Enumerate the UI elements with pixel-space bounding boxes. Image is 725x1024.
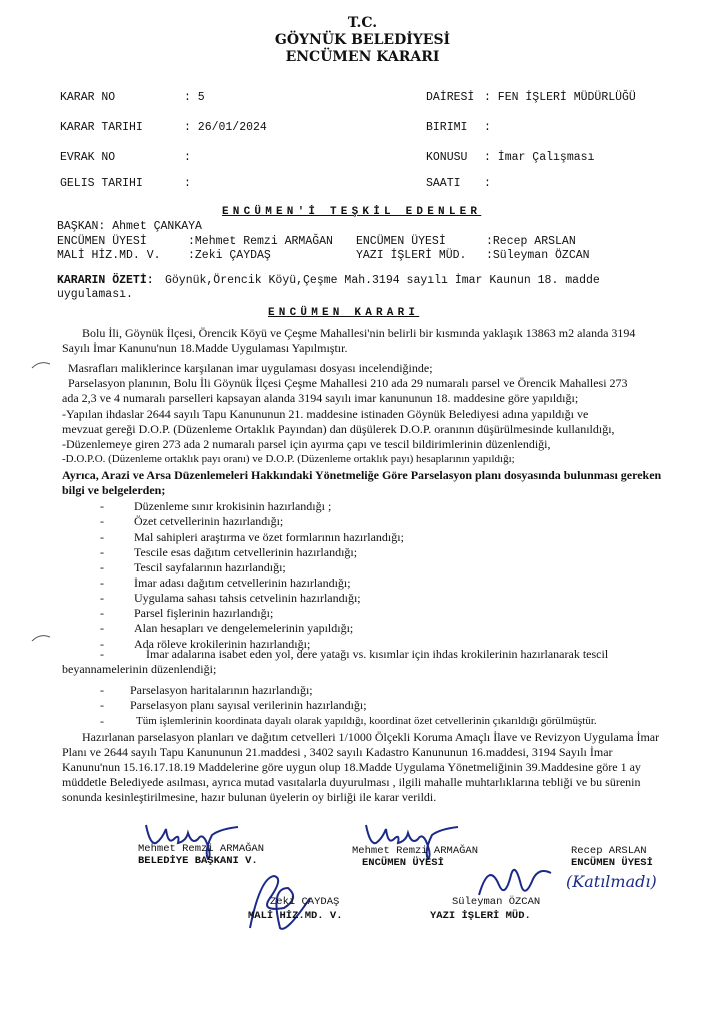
list-item-dash: -	[100, 636, 104, 651]
teskil-row1-left-label: ENCÜMEN ÜYESİ	[57, 235, 147, 248]
teskil-row1-left-value: :Mehmet Remzi ARMAĞAN	[188, 235, 333, 248]
final-line2: Planı ve 2644 sayılı Tapu Kanununun 21.maddesi , 3402 sayılı Kadastro Kanununun 16.maddesi, 3194 Sayılı İmar	[62, 745, 613, 759]
birimi-label: BIRIMI	[426, 121, 468, 134]
dairesi-value: : FEN İŞLERİ MÜDÜRLÜĞÜ	[484, 91, 636, 104]
list-item: Ada röleve krokilerinin hazırlandığı;	[134, 636, 311, 651]
list-item-dash: -	[100, 529, 104, 544]
ozet-line1: Göynük,Örencik Köyü,Çeşme Mah.3194 sayılı İmar Kaunun 18. madde	[165, 274, 600, 287]
list-item-dash: -	[100, 544, 104, 559]
list-item: Parselasyon haritalarının hazırlandığı;	[130, 683, 313, 697]
p2: Masrafları maliklerince karşılanan imar uygulaması dosyası incelendiğinde;	[68, 361, 433, 375]
list-item-dash: -	[100, 514, 104, 529]
sig1-title: BELEDİYE BAŞKANI V.	[138, 855, 258, 867]
p4-line1: -Yapılan ihdaslar 2644 sayılı Tapu Kanununun 21. maddesine istinaden Göynük Belediyesi adına yapıldığı ve	[62, 407, 589, 421]
sig1-name: Mehmet Remzi ARMAĞAN	[138, 843, 265, 855]
karar-tarihi-label: KARAR TARIHI	[60, 121, 143, 134]
karar-no-value: : 5	[184, 91, 205, 104]
p1-line1: Bolu İli, Göynük İlçesi, Örencik Köyü ve Çeşme Mahallesi'nin belirli bir kısmında yaklaşık 13863 m2 alanda 3194	[82, 326, 636, 340]
konusu-label: KONUSU	[426, 151, 468, 164]
gelis-tarihi-label: GELIS TARIHI	[60, 177, 143, 190]
list-item-dash: -	[100, 606, 104, 621]
sig5-name: Süleyman ÖZCAN	[452, 896, 541, 908]
item-long-line2: beyannamelerinin düzenlendiği;	[62, 662, 217, 676]
list-item: Uygulama sahası tahsis cetvelinin hazırlandığı;	[134, 590, 361, 605]
p5: -Düzenlemeye giren 273 ada 2 numaralı parsel için ayırma çapı ve tescil bildirimlerinin düzenlendiği,	[62, 437, 551, 451]
baskan-line: BAŞKAN: Ahmet ÇANKAYA	[57, 220, 202, 233]
sig3-title: ENCÜMEN ÜYESİ	[571, 857, 653, 869]
teskil-row2-left-value: :Zeki ÇAYDAŞ	[188, 249, 271, 262]
list-item: Mal sahipleri araştırma ve özet formlarının hazırlandığı;	[134, 529, 404, 544]
margin-mark-2	[30, 633, 52, 643]
list-item: Alan hesapları ve dengelemelerinin yapıldığı;	[134, 621, 354, 636]
konusu-value: : İmar Çalışması	[484, 151, 595, 164]
p7-line2: bilgi ve belgelerden;	[62, 483, 166, 497]
list-item: Parsel fişlerinin hazırlandığı;	[134, 606, 274, 621]
list-item-dash: -	[100, 575, 104, 590]
dairesi-label: DAİRESİ	[426, 91, 475, 104]
list-item-dash: -	[100, 590, 104, 605]
karar-no-label: KARAR NO	[60, 91, 116, 104]
teskil-row1-right-value: :Recep ARSLAN	[486, 235, 576, 248]
p1-line2: Sayılı İmar Kanunu'nun 18.Madde Uygulaması Yapılmıştır.	[62, 341, 348, 355]
final-line5: sonunda kesinleştirilmesine, hazır bulunan üyelerin oy birliği ile karar verildi.	[62, 790, 437, 804]
sig4-title: MALİ HİZ.MD. V.	[248, 910, 343, 922]
p3-line1: Parselasyon planının, Bolu İli Göynük İlçesi Çeşme Mahallesi 210 ada 29 numaralı parsel ve Örencik Mahallesi 273	[68, 376, 628, 390]
final-line1: Hazırlanan parselasyon planları ve dağıtım cetvelleri 1/1000 Ölçekli Koruma Amaçlı İlave ve Revizyon Uygulama İmar	[82, 730, 660, 744]
teskil-title: ENCÜMEN'İ TEŞKİL EDENLER	[222, 206, 482, 218]
birimi-value: :	[484, 121, 491, 134]
sig4-name: Zeki ÇAYDAŞ	[270, 896, 340, 908]
list-item-dash: -	[100, 499, 104, 513]
list-item-dash: -	[100, 713, 104, 728]
list-item: Tüm işlemlerinin koordinata dayalı olarak yapıldığı, koordinat özet cetvellerinin çıkarıldığı görülmüştür.	[136, 714, 597, 727]
list-item-dash: -	[100, 621, 104, 636]
final-line4: müddetle Belediyede asılması, ayrıca mutad vasıtalarla duyurulması , ilgili mahalle muhtarlıklarına tebliği ve bu sürenin	[62, 775, 641, 789]
teskil-row2-left-label: MALİ HİZ.MD. V.	[57, 249, 161, 262]
header-belediye: GÖYNÜK BELEDİYESİ	[274, 32, 451, 48]
list-item-dash: -	[100, 683, 104, 697]
p6: -D.O.P.O. (Düzenleme ortaklık payı oranı) ve D.O.P. (Düzenleme ortaklık payı) hesaplarının yapıldığı;	[62, 453, 515, 465]
evrak-no-label: EVRAK NO	[60, 151, 116, 164]
header-encumen-karari: ENCÜMEN KARARI	[285, 49, 440, 65]
list-item: Parselasyon planı sayısal verilerinin hazırlandığı;	[130, 698, 367, 713]
list-item: İmar adası dağıtım cetvellerinin hazırlandığı;	[134, 575, 351, 590]
sig3-katilmadi-note: (Katılmadı)	[566, 872, 657, 891]
list-item: Düzenleme sınır krokisinin hazırlandığı ;	[134, 499, 332, 513]
item-long-line1: İmar adalarına isabet eden yol, dere yatağı vs. kısımlar için ihdas krokilerinin hazırlanarak tescil	[146, 647, 609, 661]
sig2-title: ENCÜMEN ÜYESİ	[362, 857, 444, 869]
sig3-name: Recep ARSLAN	[571, 845, 647, 857]
sig5-title: YAZI İŞLERİ MÜD.	[430, 910, 531, 922]
p7-line1: Ayrıca, Arazi ve Arsa Düzenlemeleri Hakkındaki Yönetmeliğe Göre Parselasyon planı dosyasında bulunması gereken	[62, 468, 662, 482]
karar-title: ENCÜMEN KARARI	[268, 307, 420, 319]
karar-tarihi-value: : 26/01/2024	[184, 121, 267, 134]
ozet-line2: uygulaması.	[57, 288, 133, 301]
gelis-tarihi-value: :	[184, 177, 191, 190]
header-tc: T.C.	[347, 15, 378, 31]
sig2-name: Mehmet Remzi ARMAĞAN	[352, 845, 479, 857]
teskil-row2-right-value: :Süleyman ÖZCAN	[486, 249, 590, 262]
saati-value: :	[484, 177, 491, 190]
list-item-dash: -	[100, 698, 104, 713]
ozet-label: KARARIN ÖZETİ:	[57, 274, 154, 287]
list-item-dash: -	[100, 560, 104, 575]
p4-line2: mevzuat gereği D.O.P. (Düzenleme Ortaklık Payından) dan düşülerek D.O.P. oranının düşürülmesinde kullanıldığı,	[62, 422, 615, 436]
item-long-dash: -	[100, 647, 104, 661]
teskil-row2-right-label: YAZI İŞLERİ MÜD.	[356, 249, 467, 262]
saati-label: SAATI	[426, 177, 461, 190]
teskil-row1-right-label: ENCÜMEN ÜYESİ	[356, 235, 446, 248]
list-item: Tescil sayfalarının hazırlandığı;	[134, 560, 286, 575]
final-line3: Kanunu'nun 15.16.17.18.19 Maddelerine göre uygun olup 18.Madde Uygulama Yönetmeliğinin 39.Maddesine göre 1 ay	[62, 760, 641, 774]
list-item: Özet cetvellerinin hazırlandığı;	[134, 514, 284, 529]
p3-line2: ada 2,3 ve 4 numaralı parselleri kapsayan alanda 3194 sayılı imar kanununun 18. maddesine göre yapıldığı;	[62, 391, 579, 405]
list-item: Tescile esas dağıtım cetvellerinin hazırlandığı;	[134, 544, 358, 559]
evrak-no-value: :	[184, 151, 191, 164]
margin-mark-1	[30, 360, 52, 370]
